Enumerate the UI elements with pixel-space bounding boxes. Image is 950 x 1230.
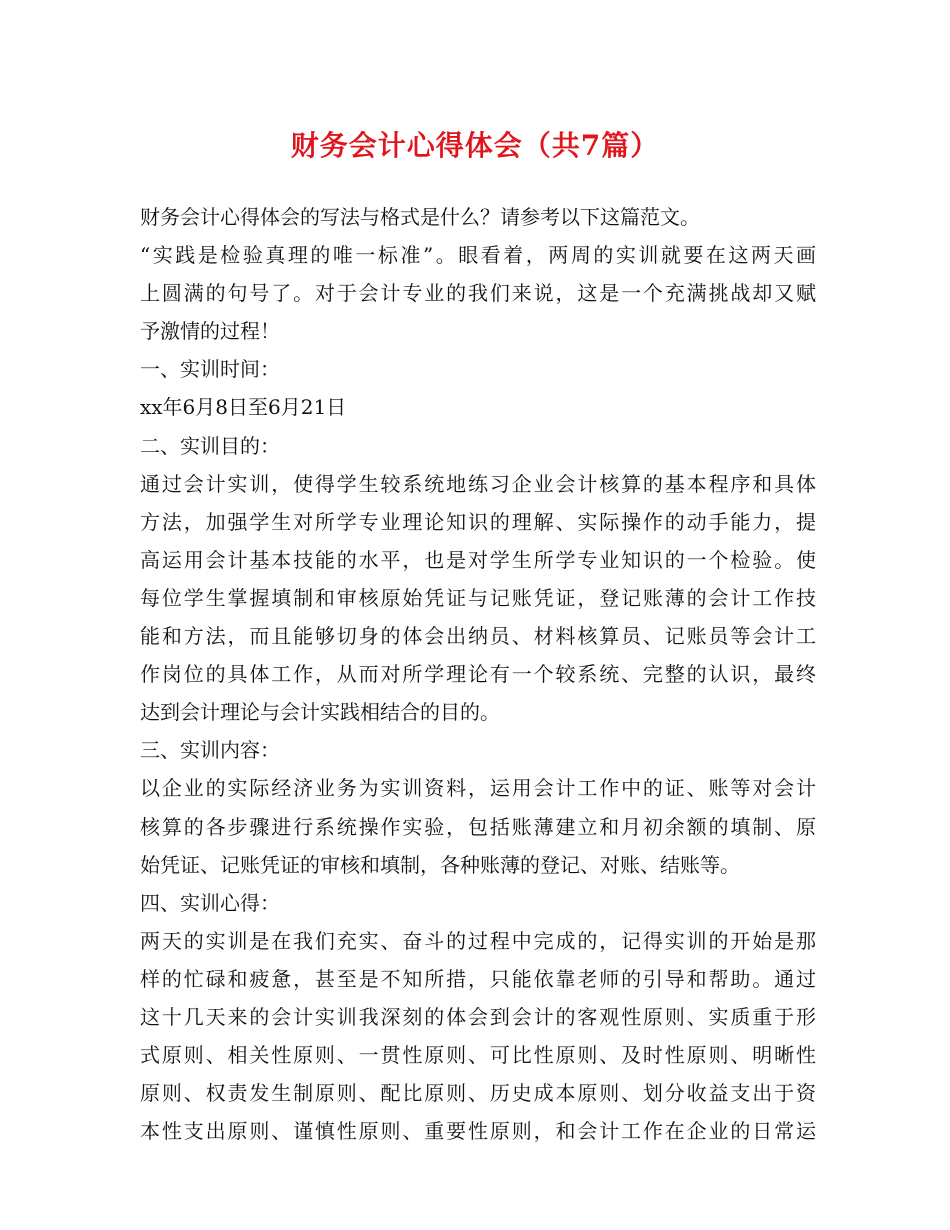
paragraph-line: 达到会计理论与会计实践相结合的目的。 — [140, 700, 500, 725]
paragraph-line: 上圆满的句号了。对于会计专业的我们来说，这是一个充满挑战却又赋 — [140, 281, 816, 306]
paragraph-line: 以企业的实际经济业务为实训资料，运用会计工作中的证、账等对会计 — [140, 776, 816, 801]
paragraph-line: 这十几天来的会计实训我深刻的体会到会计的客观性原则、实质重于形 — [140, 1004, 816, 1029]
section-heading: 四、实训心得： — [140, 890, 280, 915]
paragraph-line: 核算的各步骤进行系统操作实验，包括账薄建立和月初余额的填制、原 — [140, 814, 816, 839]
section-heading: 三、实训内容： — [140, 738, 280, 763]
paragraph-line: 能和方法，而且能够切身的体会出纳员、材料核算员、记账员等会计工 — [140, 624, 816, 649]
paragraph-line: 两天的实训是在我们充实、奋斗的过程中完成的，记得实训的开始是那 — [140, 928, 816, 953]
document-title: 财务会计心得体会（共7篇） — [290, 129, 660, 162]
paragraph-line: xx年6月8日至6月21日 — [140, 395, 347, 420]
paragraph-line: 始凭证、记账凭证的审核和填制，各种账薄的登记、对账、结账等。 — [140, 852, 740, 877]
intro-line: 财务会计心得体会的写法与格式是什么？请参考以下这篇范文。 — [140, 205, 700, 229]
document-body — [140, 198, 816, 1150]
paragraph-line: 式原则、相关性原则、一贯性原则、可比性原则、及时性原则、明晰性 — [140, 1043, 816, 1068]
paragraph-line: 作岗位的具体工作，从而对所学理论有一个较系统、完整的认识，最终 — [140, 662, 816, 687]
paragraph-line: 原则、权责发生制原则、配比原则、历史成本原则、划分收益支出于资 — [140, 1081, 816, 1106]
paragraph-line: 予激情的过程！ — [140, 319, 280, 344]
paragraph-line: 本性支出原则、谨慎性原则、重要性原则，和会计工作在企业的日常运 — [140, 1119, 816, 1144]
section-heading: 二、实训目的： — [140, 433, 280, 458]
section-heading: 一、实训时间： — [140, 357, 280, 382]
paragraph-line: “实践是检验真理的唯一标准”。眼看着，两周的实训就要在这两天画 — [140, 243, 816, 268]
paragraph-line: 每位学生掌握填制和审核原始凭证与记账凭证，登记账薄的会计工作技 — [140, 585, 816, 610]
paragraph-line: 通过会计实训，使得学生较系统地练习企业会计核算的基本程序和具体 — [140, 471, 816, 496]
paragraph-line: 样的忙碌和疲惫，甚至是不知所措，只能依靠老师的引导和帮助。通过 — [140, 966, 816, 991]
paragraph-line: 高运用会计基本技能的水平，也是对学生所学专业知识的一个检验。使 — [140, 547, 816, 572]
paragraph-line: 方法，加强学生对所学专业理论知识的理解、实际操作的动手能力，提 — [140, 509, 816, 534]
